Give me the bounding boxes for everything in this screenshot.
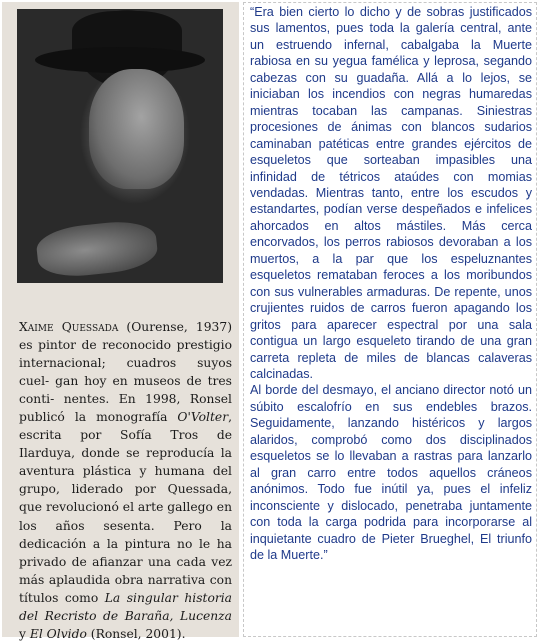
author-photo (17, 9, 223, 283)
bio-text-1: (Ourense, 1937) es pintor de reconocido prestigio internacional; cuadros suyos cuel- gan hoy en museos de tres conti- nentes. En 1998, Ronsel publicó la monografía (19, 320, 232, 425)
quote-paragraph-2: Al borde del desmayo, el anciano director notó un súbito escalofrío en sus endebles brazos. Seguidamente, lanzando histéricos y largos alaridos, comprobó como dos disciplinados esqueletos se lo llevaban a rastras para lanzarlo al gran carro entre todos aquellos cráneos anónimos. Todo fue inútil ya, pues el infeliz inconsciente y dislocado, penetraba juntamente con toda la carga podrida para incorporarse al inquietante cuadro de Pieter Brueghel, El triunfo de la Muerte.” (250, 383, 532, 562)
bio-text-4: (Ronsel, 2001). (86, 626, 186, 641)
bio-title-1: O'Volter (177, 410, 229, 425)
quote-paragraph-1: “Era bien cierto lo dicho y de sobras justificados sus lamentos, pues toda la galería central, ante un estruendo infernal, cabalgaba la Muerte rabiosa en su yegua famélica y leprosa, segando cabezas con su guadaña. Allá a lo lejos, se iniciaban los incendios con negras humaredas mientras tocaban las campanas. Siniestras procesiones de ánimas con blancos sudarios caminaban patéticas entre grandes ejércitos de esqueletos que sorteaban impasibles una infinidad de tétricos ataúdes con momias vendadas. Mientras tanto, entre los escudos y estandartes, podían verse despeñados e infelices ahorcados en altos mástiles. Más cerca encorvados, los perros rabiosos devoraban a los muertos, a la par que los espeluznantes esqueletos remataban feroces a los moribundos con sus vulnerables armaduras. De repente, unos crujientes ruidos de carros fueron apagando los gritos para aparecer espectral por una sala contigua un largo esqueleto tirando de una gran carreta repleta de miles de blancas calaveras calcinadas. (250, 5, 532, 381)
bio-text-3: y (19, 626, 30, 641)
hand (35, 218, 160, 280)
author-bio (19, 318, 232, 643)
bio-title-3: El Olvido (29, 626, 87, 641)
face (89, 69, 184, 189)
hat-brim (35, 47, 205, 73)
author-name: Xaime Quessada (19, 320, 119, 334)
quote-text (250, 4, 532, 563)
bio-title-2: La singular historia del Recristo de Baraña, Lucenza (19, 590, 232, 623)
bio-text-2: , escrita por Sofía Tros de Ilarduya, donde se reproducía la aventura plástica y humana del grupo, liderado por Quessada, que revolucionó el arte gallego en los años sesenta. Pero la dedicación a la pintura no le ha privado de afianzar una cada vez más aplaudida obra narrativa con títulos como (19, 410, 232, 605)
